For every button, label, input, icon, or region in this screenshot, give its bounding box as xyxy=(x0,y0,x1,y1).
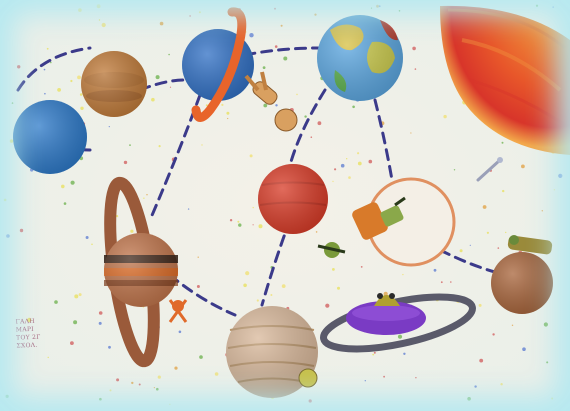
speckle xyxy=(6,395,9,398)
speckle xyxy=(316,231,318,233)
speckle xyxy=(17,65,20,68)
planet-mars xyxy=(258,164,328,234)
speckle xyxy=(348,176,351,179)
speckle xyxy=(325,304,329,308)
speckle xyxy=(337,287,340,290)
speckle xyxy=(179,331,182,334)
speckle xyxy=(139,384,141,386)
speckle xyxy=(198,257,199,258)
speckle xyxy=(332,268,335,271)
speckle xyxy=(4,199,7,202)
speckle xyxy=(44,69,46,71)
speckle xyxy=(199,11,201,13)
planet-earth xyxy=(317,15,403,101)
speckle xyxy=(74,294,78,298)
speckle xyxy=(70,80,72,82)
speckle xyxy=(479,359,483,363)
speckle xyxy=(283,57,287,61)
signature-line: ΤΟΥ 2Γ xyxy=(16,333,41,342)
speckle xyxy=(238,223,241,226)
speckle xyxy=(544,322,548,326)
speckle xyxy=(50,62,52,64)
speckle xyxy=(47,48,49,50)
speckle xyxy=(253,207,254,208)
speckle xyxy=(197,285,200,288)
speckle xyxy=(474,385,476,387)
speckle xyxy=(274,8,276,10)
speckle xyxy=(146,194,147,195)
speckle xyxy=(483,205,487,209)
speckle xyxy=(275,104,277,106)
speckle xyxy=(78,8,82,12)
speckle xyxy=(131,382,133,384)
speckle xyxy=(365,380,366,381)
speckle xyxy=(99,398,102,401)
speckle xyxy=(346,158,347,159)
speckle xyxy=(554,189,555,190)
speckle xyxy=(281,25,283,27)
speckle xyxy=(263,104,267,108)
speckle xyxy=(77,76,81,80)
speckle xyxy=(505,232,506,233)
speckle xyxy=(371,8,372,9)
speckle xyxy=(309,399,312,402)
speckle xyxy=(116,215,118,217)
signature-line: ΓΑΛΗ xyxy=(15,317,35,326)
speckle xyxy=(552,6,554,8)
speckle xyxy=(20,229,23,232)
speckle xyxy=(410,132,411,133)
speckle xyxy=(522,347,526,351)
speckle xyxy=(160,22,164,26)
speckle xyxy=(502,142,504,144)
speckle xyxy=(71,181,75,185)
speckle xyxy=(159,145,161,147)
speckle xyxy=(492,333,494,335)
speckle xyxy=(357,152,359,154)
speckle xyxy=(91,244,93,246)
speckle xyxy=(169,404,170,405)
planet-jupiter xyxy=(226,306,318,398)
speckle xyxy=(201,144,202,145)
speckle xyxy=(467,397,471,401)
speckle xyxy=(383,376,385,378)
planet-brown-top-left xyxy=(81,51,147,117)
speckle xyxy=(282,284,286,288)
speckle xyxy=(99,322,102,325)
speckle xyxy=(80,107,83,110)
speckle xyxy=(245,271,249,275)
speckle xyxy=(257,299,259,301)
speckle xyxy=(86,236,89,239)
speckle xyxy=(168,54,170,56)
speckle xyxy=(263,66,266,69)
speckle xyxy=(108,346,111,349)
speckle xyxy=(156,388,159,391)
speckle xyxy=(70,341,74,345)
speckle xyxy=(226,112,229,115)
speckle xyxy=(48,357,49,358)
speckle xyxy=(170,87,171,88)
speckle xyxy=(372,354,374,356)
speckle xyxy=(156,75,160,79)
speckle xyxy=(415,377,416,378)
speckle xyxy=(130,230,133,233)
speckle xyxy=(54,300,58,304)
speckle xyxy=(379,5,381,7)
speckle xyxy=(124,161,127,164)
speckle xyxy=(374,352,376,354)
speckle xyxy=(230,219,232,221)
speckle xyxy=(454,169,455,170)
speckle xyxy=(10,139,13,142)
speckle xyxy=(542,210,543,211)
speckle xyxy=(73,320,77,324)
speckle xyxy=(358,162,362,166)
speckle xyxy=(352,106,355,109)
speckle xyxy=(443,115,446,118)
speckle xyxy=(259,224,263,228)
speckle xyxy=(318,121,322,125)
speckle xyxy=(332,181,333,182)
planet-mercury xyxy=(491,252,553,314)
speckle xyxy=(412,47,416,51)
speckle xyxy=(479,304,482,307)
speckle xyxy=(154,387,155,388)
speckle xyxy=(536,5,538,7)
speckle xyxy=(61,185,65,189)
speckle xyxy=(311,136,313,138)
speckle xyxy=(199,355,203,359)
speckle xyxy=(57,88,61,92)
speckle xyxy=(250,154,253,157)
speckle xyxy=(249,33,253,37)
speckle xyxy=(361,266,363,268)
speckle xyxy=(341,164,345,168)
speckle xyxy=(116,378,119,381)
speckle xyxy=(99,19,100,20)
speckle xyxy=(151,98,155,102)
speckle xyxy=(460,249,463,252)
speckle xyxy=(158,376,161,379)
speckle xyxy=(64,202,67,205)
speckle xyxy=(296,94,298,96)
speckle xyxy=(415,68,417,70)
speckle xyxy=(399,10,401,12)
speckle xyxy=(512,325,513,326)
speckle xyxy=(97,4,101,8)
signature-line: ΣΧΟΛ. xyxy=(16,341,38,350)
speckle xyxy=(270,294,272,296)
speckle xyxy=(253,224,254,225)
planet-neptune xyxy=(13,100,87,174)
speckle xyxy=(129,144,131,146)
signature-line: ΜΑΡΙ xyxy=(15,325,35,334)
speckle xyxy=(243,284,247,288)
speckle xyxy=(369,160,373,164)
speckle xyxy=(237,221,239,223)
speckle xyxy=(6,234,10,238)
speckle xyxy=(215,372,219,376)
speckle xyxy=(441,281,443,283)
speckle xyxy=(174,367,177,370)
artist-signature xyxy=(15,317,46,350)
speckle xyxy=(434,269,437,272)
speckle xyxy=(189,15,190,16)
speckle xyxy=(521,165,525,169)
speckle xyxy=(143,198,144,199)
speckle xyxy=(551,398,553,400)
speckle xyxy=(402,274,403,275)
speckle xyxy=(314,14,316,16)
speckle xyxy=(109,126,110,127)
speckle xyxy=(99,311,103,315)
speckle xyxy=(80,93,83,96)
speckle xyxy=(188,208,189,209)
speckle xyxy=(500,383,502,385)
speckle xyxy=(376,5,379,8)
speckle xyxy=(304,115,306,117)
speckle xyxy=(498,247,500,249)
speckle xyxy=(403,353,405,355)
speckle xyxy=(227,118,228,119)
speckle xyxy=(79,293,82,296)
speckle xyxy=(334,168,336,170)
speckle xyxy=(275,45,278,48)
speckle xyxy=(221,104,223,106)
speckle xyxy=(102,23,106,27)
speckle xyxy=(398,335,402,339)
speckle xyxy=(558,174,562,178)
speckle xyxy=(546,361,548,363)
speckle xyxy=(450,281,452,283)
speckle xyxy=(502,190,504,192)
speckle xyxy=(12,102,14,104)
speckle xyxy=(44,93,46,95)
speckle xyxy=(470,245,471,246)
speckle xyxy=(110,389,112,391)
speckle xyxy=(487,232,489,234)
